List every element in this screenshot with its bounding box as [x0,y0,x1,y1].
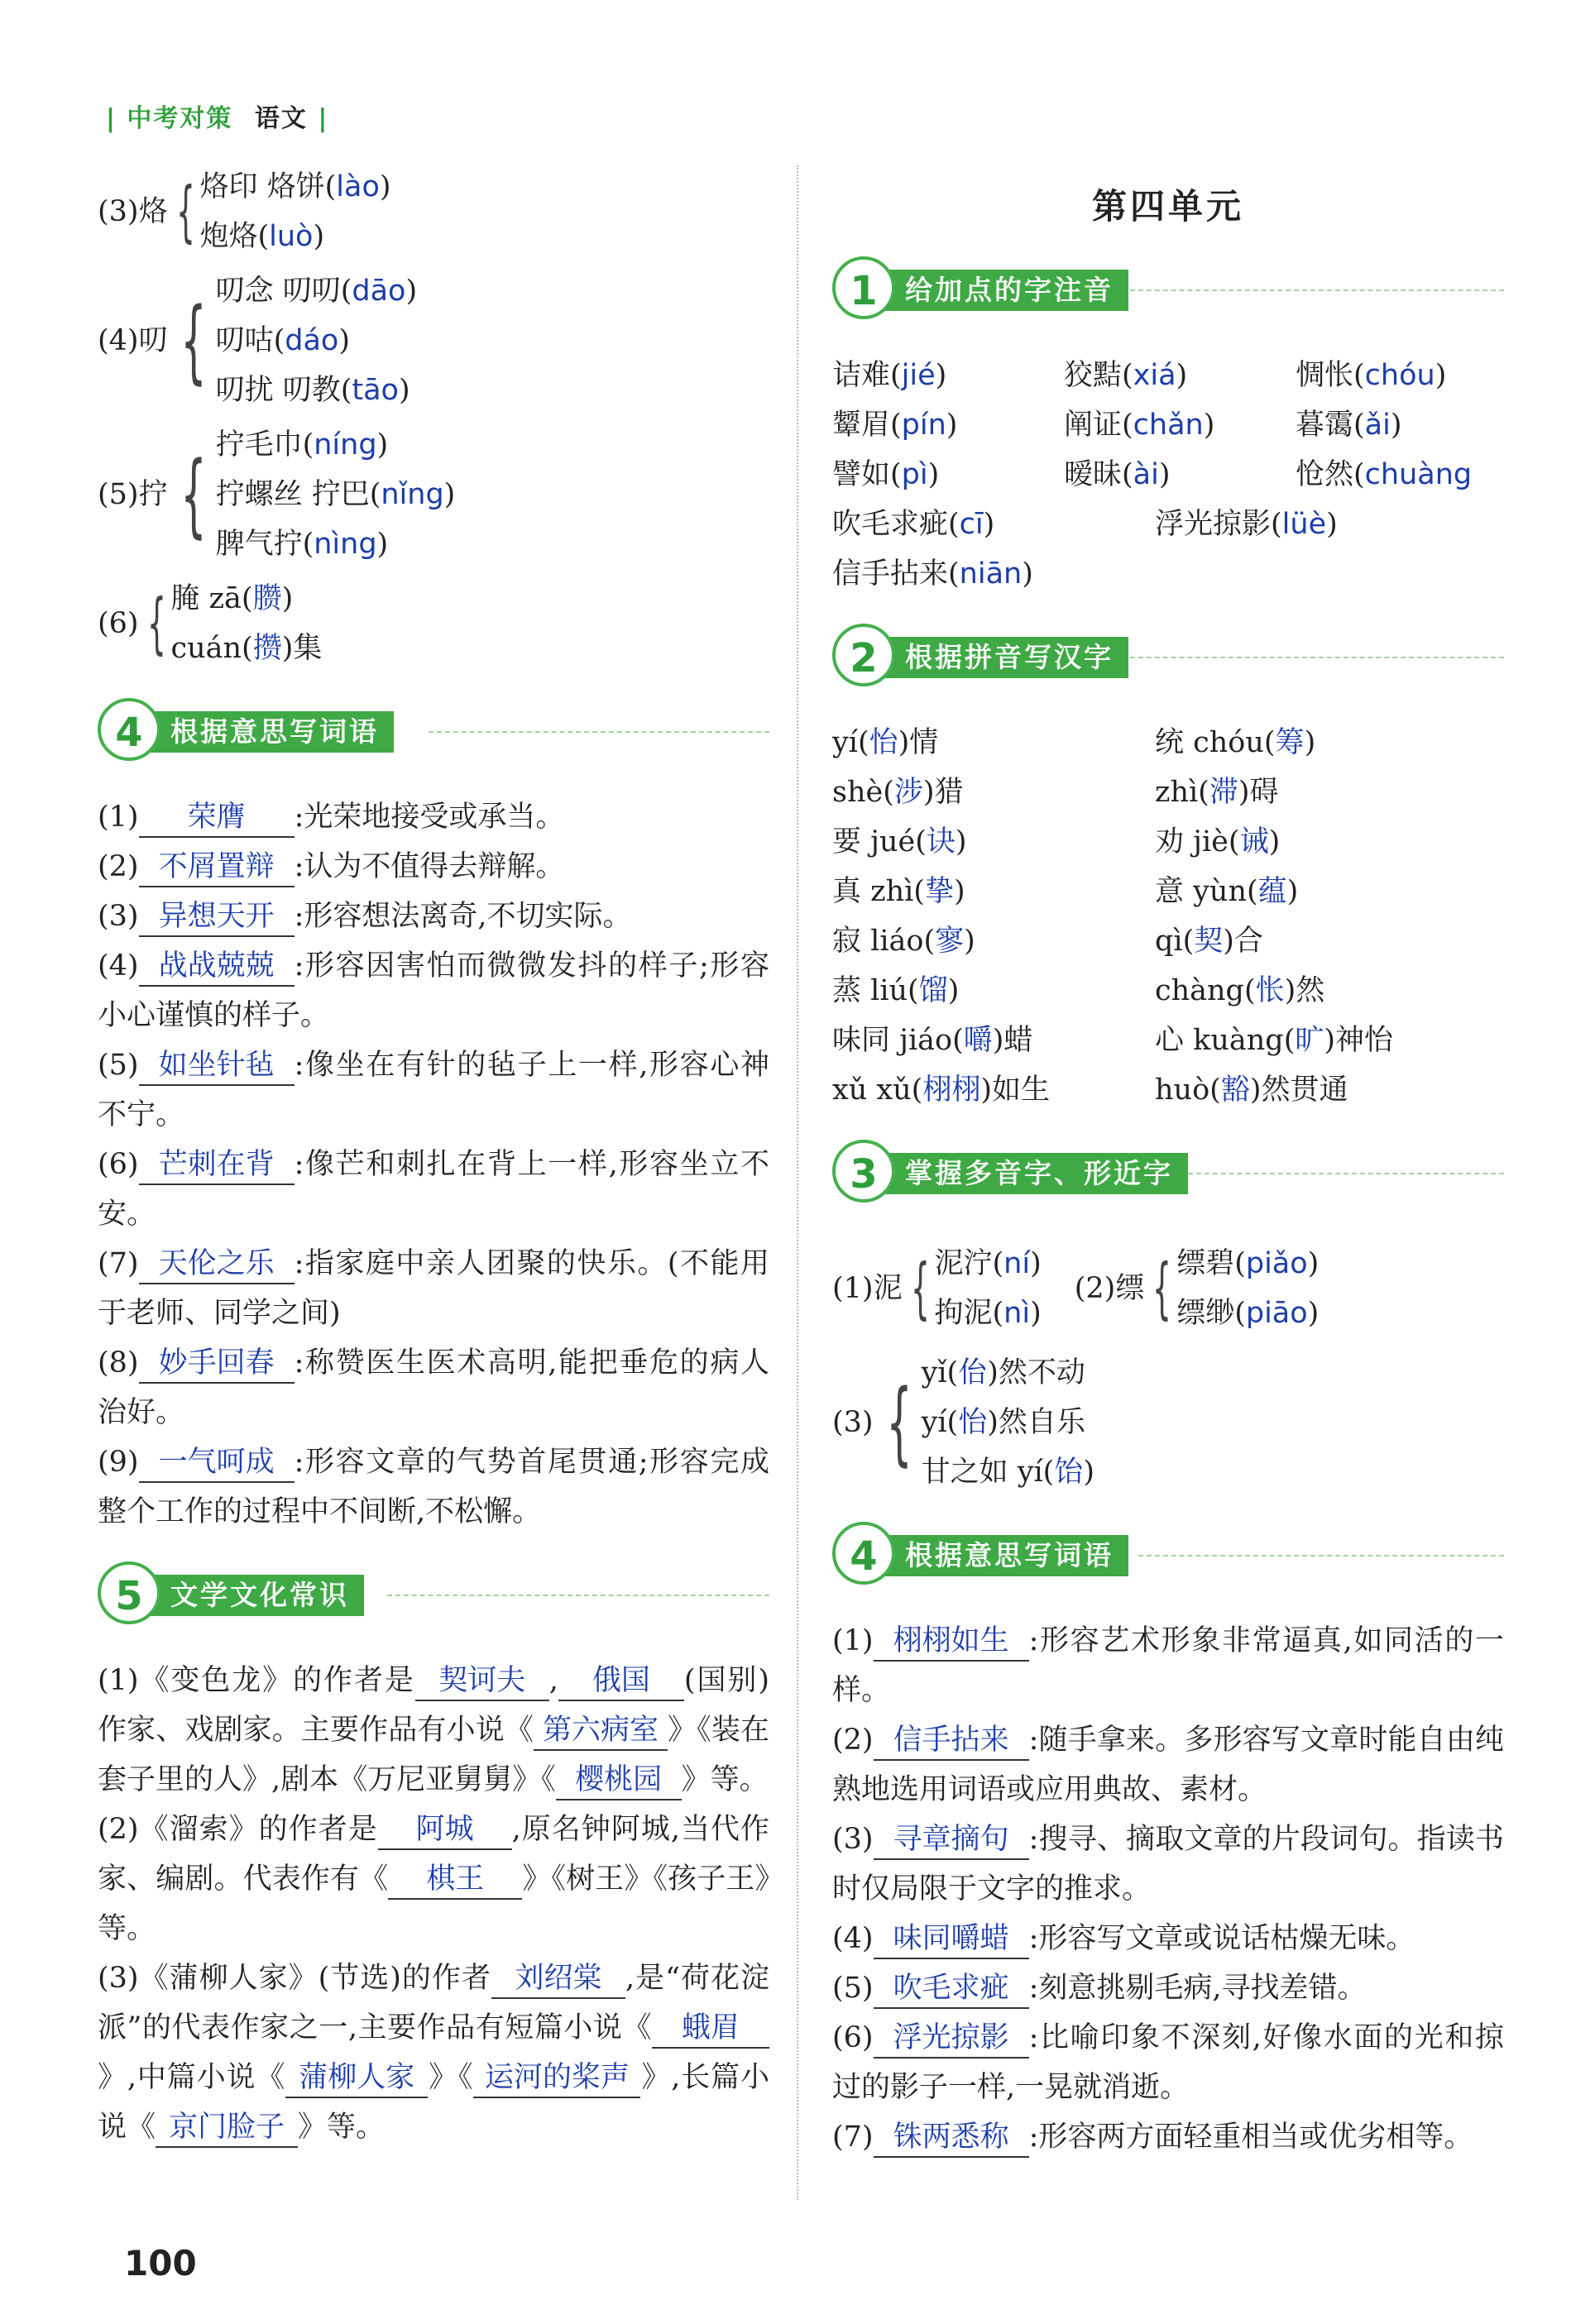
answer-blank: 樱桃园 [556,1761,682,1800]
answer-blank: 铢两悉称 [874,2118,1029,2158]
answer-blank: 运河的桨声 [473,2059,640,2098]
hanzi-item: shè(涉)猎 [832,776,964,809]
left-column [98,157,769,2152]
section-title: 给加点的字注音 [880,270,1128,311]
answer-blank: 芒刺在背 [139,1145,295,1185]
fact-paragraph: (2)《溜索》的作者是 阿城 ,原名钟阿城,当代作家、编剧。代表作有《 棋王 》《树王》《孩子王》等。 [98,1805,769,1953]
answer: 攒 [252,632,282,665]
definition-item: (1) 栩栩如生 :形容艺术形象非常逼真,如同活的一样。 [832,1616,1504,1715]
group-item: 腌 zā(臜) [170,582,294,615]
answer: luò [269,220,314,253]
answer-blank: 信手拈来 [874,1721,1029,1761]
definition-item: (6) 浮光掠影 :比喻印象不深刻,好像水面的光和掠过的影子一样,一晃就消逝。 [832,2013,1504,2112]
answer: níng [314,428,377,461]
section-number: 4 [832,1522,895,1585]
section-number: 4 [98,698,160,761]
answer-blank: 异想天开 [139,897,295,937]
hanzi-item: huò(豁)然贯通 [1155,1074,1348,1107]
group-item: 甘之如 yí(饴) [921,1456,1094,1489]
fact-paragraph: (3)《蒲柳人家》(节选)的作者 刘绍棠 ,是“荷花淀派”的代表作家之一,主要作品有短篇小说《 蛾眉》,中篇小说《 蒲柳人家 》《 运河的桨声 》,长篇小说《 京门脸子 》等。 [98,1953,769,2152]
group-label: (6) [98,607,139,640]
answer-blank: 棋王 [388,1860,522,1900]
definition-item: (1) 荣膺 :光荣地接受或承当。 [98,792,769,842]
section-title: 文学文化常识 [146,1575,364,1616]
answer-blank: 浮光掠影 [874,2019,1029,2059]
pinyin-item: 暧昧(ài) [1064,458,1171,491]
answer-blank: 如坐针毡 [139,1046,295,1086]
section-title: 根据意思写词语 [146,711,394,753]
section-heading [832,256,1504,329]
definition-item: (8) 妙手回春 :称赞医生医术高明,能把垂危的病人治好。 [98,1338,769,1437]
definition-item: (4) 味同嚼蜡 :形容写文章或说话枯燥无味。 [832,1914,1504,1963]
group-item: 缥碧(piǎo) [1176,1247,1320,1280]
section-number: 3 [832,1140,895,1203]
pinyin-item: 譬如(pì) [832,458,940,491]
hanzi-item: xǔ xǔ(栩栩)如生 [832,1074,1051,1107]
pinyin-grid [832,351,1504,500]
pinyin-item: 吹毛求疵(cī) [832,508,995,541]
group-item: 叨咕(dáo) [215,324,350,357]
group-label: (3)烙 [98,195,168,228]
hanzi-item: zhì(滞)碍 [1155,776,1279,809]
group-item: 拘泥(nì) [934,1297,1042,1330]
hanzi-item: 要 jué(诀) [832,825,967,858]
definition-list [832,1616,1504,2162]
answer: nǐng [381,478,444,511]
group-item: 脾气拧(nìng) [215,528,389,561]
section-heading [832,1140,1504,1212]
heading-rule [1138,1555,1504,1557]
answer-blank: 刘绍棠 [491,1959,625,1999]
group-label: (5)拧 [98,478,168,511]
answer-blank: 栩栩如生 [874,1622,1029,1662]
header-title: 中考对策 [127,104,233,133]
answer-blank: 天伦之乐 [139,1245,295,1284]
hanzi-item: 统 chóu(筹) [1155,726,1316,759]
answer-blank: 契诃夫 [415,1662,549,1701]
pinyin-item: 怆然(chuàng [1296,458,1473,491]
hanzi-grid [832,718,1504,1115]
definition-item: (5) 如坐针毡 :像坐在有针的毡子上一样,形容心神不宁。 [98,1040,769,1140]
hanzi-item: chàng(怅)然 [1155,974,1325,1007]
definition-item: (4) 战战兢兢 :形容因害怕而微微发抖的样子;形容小心谨慎的样子。 [98,941,769,1040]
heading-rule [1130,289,1504,291]
definition-item: (6) 芒刺在背 :像芒和刺扎在背上一样,形容坐立不安。 [98,1140,769,1239]
group-item: 叨念 叨叨(dāo) [215,275,418,308]
definition-item: (2) 信手拈来 :随手拿来。多形容写文章时能自由纯熟地选用词语或应用典故、素材。 [832,1715,1504,1815]
polyphone-group-ni [832,1239,1042,1338]
group-item: 拧螺丝 拧巴(nǐng) [215,478,456,511]
group-item: 烙印 烙饼(lào) [199,170,391,203]
header-bar-left: | [106,104,117,133]
section-heading [98,698,769,771]
answer: tāo [352,374,399,407]
group-label: (1)泥 [832,1272,903,1305]
heading-rule [1188,1173,1504,1174]
polyphone-group-lao [98,162,769,261]
answer-blank: 味同嚼蜡 [874,1920,1029,1959]
answer-blank: 第六病室 [534,1711,668,1751]
answer: dāo [352,275,406,308]
answer-blank: 蒲柳人家 [285,2059,428,2098]
pinyin-item: 信手拈来(niān) [832,557,1033,591]
group-label: (4)叨 [98,324,168,357]
answer: lào [336,170,380,203]
pinyin-item: 浮光掠影(lüè) [1155,508,1338,541]
answer-blank: 阿城 [378,1810,512,1850]
char-group-zan [98,574,769,673]
brace-icon: { [180,442,207,548]
heading-rule [387,1595,769,1596]
section-title: 掌握多音字、形近字 [880,1153,1188,1194]
hanzi-item: qì(契)合 [1155,925,1263,958]
definition-item: (5) 吹毛求疵 :刻意挑剔毛病,寻找差错。 [832,1963,1504,2013]
polyphone-group-dao [98,266,769,415]
definition-item: (7) 铢两悉称 :形容两方面轻重相当或优劣相等。 [832,2112,1504,2162]
pinyin-item: 阐证(chǎn) [1064,409,1215,442]
group-item: 缥缈(piāo) [1176,1297,1320,1330]
brace-icon: { [180,288,207,394]
polyphone-group-ning [98,420,769,569]
answer: 臜 [252,582,282,615]
hanzi-item: 真 zhì(挚) [832,875,965,908]
polyphone-row [832,1234,1504,1343]
group-item: 炮烙(luò) [199,220,325,253]
pinyin-item: 狡黠(xiá) [1064,359,1188,392]
section-title: 根据拼音写汉字 [880,637,1128,678]
definition-item: (9) 一气呵成 :形容文章的气势首尾贯通;形容完成整个工作的过程中不间断,不松懈。 [98,1437,769,1537]
group-item: 拧毛巾(níng) [215,428,389,461]
group-item: 叨扰 叨教(tāo) [215,374,410,407]
right-column [832,165,1504,2162]
answer-blank: 妙手回春 [139,1344,295,1384]
answer: dáo [285,324,339,357]
pinyin-item: 惆怅(chóu) [1296,359,1447,392]
header-bar-right: | [318,104,329,133]
header-subject: 语文 [254,104,308,133]
section-number: 5 [98,1561,160,1624]
definition-item: (3) 异想天开 :形容想法离奇,不切实际。 [98,892,769,941]
section-heading [832,1522,1504,1595]
pinyin-item: 颦眉(pín) [832,409,958,442]
hanzi-item: 心 kuàng(旷)神怡 [1155,1024,1394,1057]
answer-blank: 战战兢兢 [139,947,295,987]
brace-icon: { [885,1370,912,1475]
brace-icon: { [175,173,195,250]
section-number: 1 [832,256,895,319]
brace-icon: { [1152,1250,1172,1327]
section-number: 2 [832,624,895,686]
answer-blank: 吹毛求疵 [874,1969,1029,2009]
heading-rule [1130,657,1504,658]
answer-blank: 荣膺 [139,798,295,838]
definition-list [98,792,769,1537]
answer-blank: 俄国 [558,1662,684,1701]
pinyin-item: 诘难(jié) [832,359,947,392]
answer-blank: 不屑置辩 [139,848,295,887]
column-divider [797,165,798,2200]
group-item: 泥泞(ní) [934,1247,1042,1280]
section-title: 根据意思写词语 [880,1535,1128,1576]
section-heading [832,624,1504,696]
page-header [106,98,328,134]
hanzi-item: 蒸 liú(馏) [832,974,960,1007]
page-number: 100 [124,2243,197,2283]
hanzi-item: 味同 jiáo(嚼)蜡 [832,1024,1033,1057]
section-heading [98,1561,769,1634]
definition-item: (7) 天伦之乐 :指家庭中亲人团聚的快乐。(不能用于老师、同学之间) [98,1239,769,1338]
answer-blank: 寻章摘句 [874,1820,1029,1860]
definition-item: (3) 寻章摘句 :搜寻、摘取文章的片段词句。指读书时仅局限于文字的推求。 [832,1815,1504,1914]
brace-icon: { [910,1250,930,1327]
hanzi-item: 劝 jiè(诫) [1155,825,1281,858]
literature-facts [98,1656,769,2152]
answer-blank: 京门脸子 [156,2108,298,2148]
group-item: yí(怡)然自乐 [921,1406,1085,1439]
group-label: (2)缥 [1074,1272,1145,1305]
group-item: yǐ(佁)然不动 [921,1356,1085,1389]
brace-icon: { [146,585,166,662]
unit-title: 第四单元 [1091,186,1244,227]
heading-rule [429,731,769,733]
polyphone-group-piao [1075,1239,1320,1338]
answer: nìng [314,528,377,561]
hanzi-item: 寂 liáo(寥) [832,925,975,958]
char-group-yi [832,1348,1504,1497]
hanzi-item: yí(怡)情 [832,726,939,759]
hanzi-item: 意 yùn(蕴) [1155,875,1299,908]
answer-blank: 蛾眉 [652,2009,769,2049]
fact-paragraph: (1)《变色龙》的作者是 契诃夫 , 俄国 (国别)作家、戏剧家。主要作品有小说《 第六病室 》《装在套子里的人》,剧本《万尼亚舅舅》《 樱桃园 》等。 [98,1656,769,1805]
pinyin-row [832,500,1504,549]
answer-blank: 一气呵成 [139,1443,295,1483]
pinyin-item: 暮霭(ǎi) [1296,409,1402,442]
group-label: (3) [832,1406,874,1439]
group-item: cuán(攒)集 [170,632,323,665]
definition-item: (2) 不屑置辩 :认为不值得去辩解。 [98,842,769,892]
